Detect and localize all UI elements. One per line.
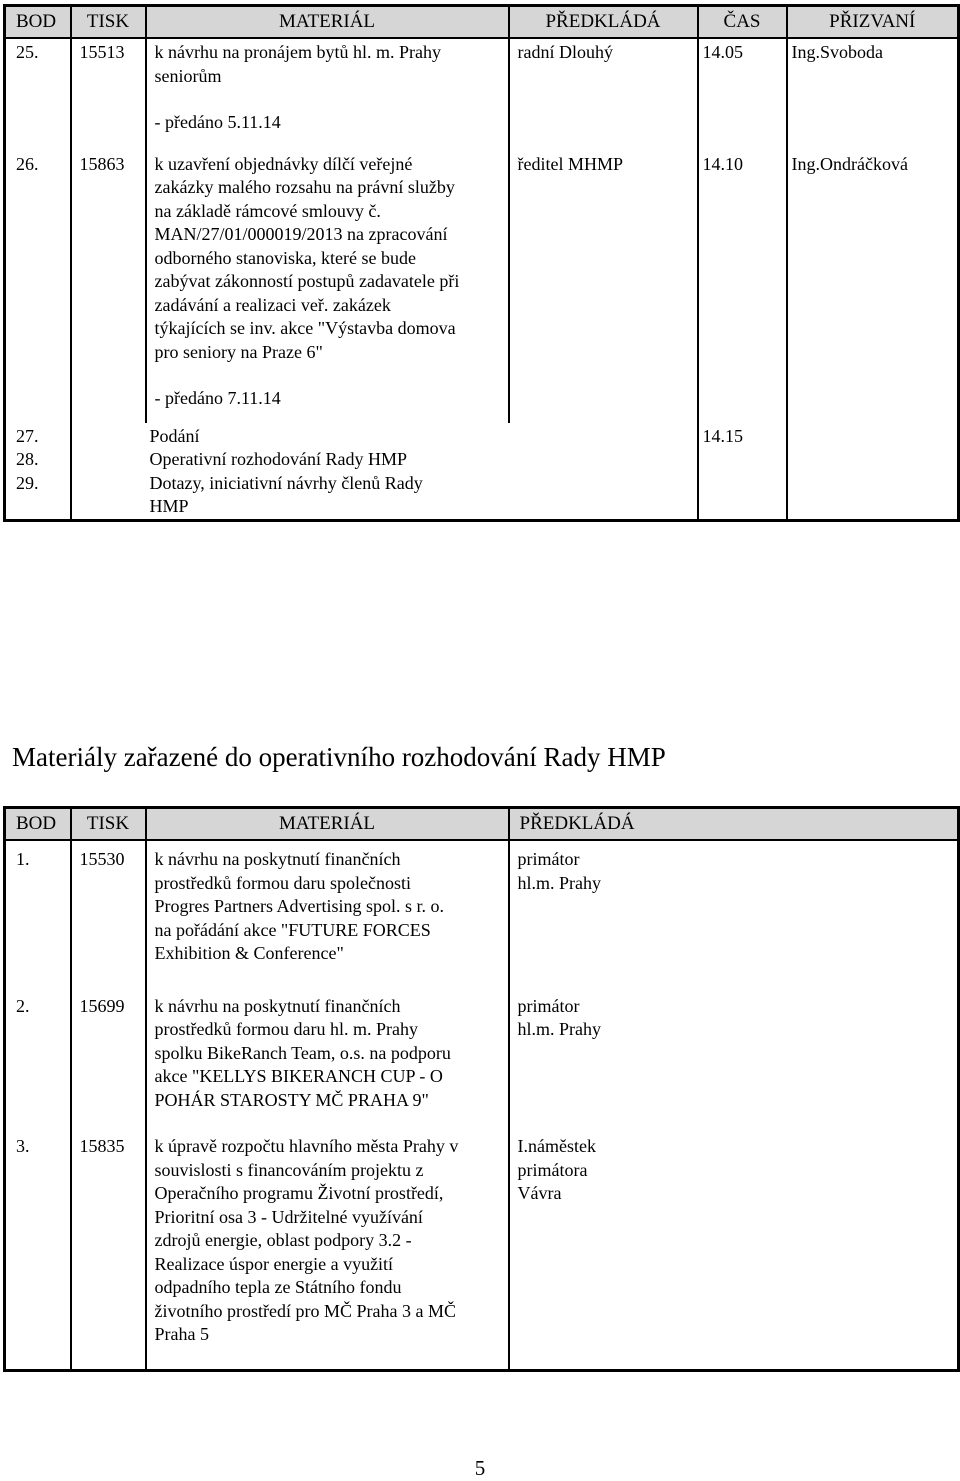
prizvani-value: Ing.Svoboda	[791, 42, 883, 62]
material-line: zakázky malého rozsahu na právní služby	[154, 177, 455, 197]
header-predklada: PŘEDKLÁDÁ	[509, 6, 698, 39]
cell-predklada	[509, 840, 959, 995]
material-line: zdrojů energie, oblast podpory 3.2 -	[154, 1230, 412, 1250]
predklada-line: Vávra	[517, 1183, 562, 1203]
header-tisk: TISK	[71, 808, 146, 841]
material-line: Praha 5	[154, 1324, 209, 1344]
cell-bod	[5, 1135, 71, 1370]
cell-prizvani	[787, 144, 959, 423]
bod-number: 25.	[16, 42, 39, 62]
material-line: akce "KELLYS BIKERANCH CUP - O	[154, 1066, 443, 1086]
cell-bod	[5, 38, 71, 144]
cell-predklada	[509, 38, 698, 144]
cell-tisk	[71, 38, 146, 144]
header-tisk: TISK	[71, 6, 146, 39]
page-number: 5	[474, 1456, 486, 1480]
tisk-number: 15513	[79, 42, 125, 62]
cell-tisk	[71, 840, 146, 995]
cell-bod	[5, 423, 71, 521]
header-material: MATERIÁL	[146, 6, 509, 39]
bod-number: 26.	[16, 153, 39, 174]
header-bod: BOD	[5, 6, 71, 39]
table-row	[5, 144, 959, 423]
header-predklada: PŘEDKLÁDÁ	[509, 808, 959, 841]
item-text: Dotazy, iniciativní návrhy členů Rady	[149, 472, 423, 493]
cell-tisk	[71, 144, 146, 423]
cell-items	[71, 423, 698, 521]
material-line: spolku BikeRanch Team, o.s. na podporu	[154, 1042, 451, 1063]
cell-cas	[698, 144, 787, 423]
material-line: Realizace úspor energie a využití	[154, 1253, 394, 1274]
operative-table	[3, 806, 960, 1372]
material-line: pro seniory na Praze 6"	[154, 341, 323, 362]
material-line: k úpravě rozpočtu hlavního města Prahy v	[154, 1136, 459, 1156]
cell-prizvani	[787, 423, 959, 521]
tisk-number: 15863	[79, 153, 125, 174]
material-line: k návrhu na poskytnutí finančních	[154, 995, 401, 1016]
material-line: odpadního tepla ze Státního fondu	[154, 1277, 402, 1297]
cell-bod	[5, 144, 71, 423]
cell-material	[146, 144, 509, 423]
cell-bod	[5, 840, 71, 995]
material-line: odborného stanoviska, které se bude	[154, 247, 416, 268]
material-line: k návrhu na poskytnutí finančních	[154, 849, 401, 869]
material-line: životního prostředí pro MČ Praha 3 a MČ	[154, 1300, 456, 1321]
cell-cas	[698, 38, 787, 144]
header-prizvani: PŘIZVANÍ	[787, 6, 959, 39]
predano-note: - předáno 5.11.14	[154, 112, 281, 132]
cell-prizvani	[787, 38, 959, 144]
material-line: na pořádání akce "FUTURE FORCES	[154, 919, 431, 940]
predklada-line: hl.m. Prahy	[517, 1019, 601, 1039]
cell-material	[146, 1135, 509, 1370]
bod-number: 1.	[16, 849, 30, 869]
cell-tisk	[71, 995, 146, 1136]
table-row	[5, 1135, 959, 1370]
predano-note: - předáno 7.11.14	[154, 388, 281, 408]
material-line: zadávání a realizaci veř. zakázek	[154, 294, 391, 315]
predklada-line: hl.m. Prahy	[517, 872, 601, 893]
cell-material	[146, 840, 509, 995]
header-row	[5, 6, 959, 39]
material-line: týkajících se inv. akce "Výstavba domova	[154, 318, 456, 338]
predklada-value: radní Dlouhý	[517, 42, 613, 62]
section-title: Materiály zařazené do operativního rozhodování Rady HMP	[12, 742, 666, 772]
predklada-line: primátor	[517, 849, 580, 869]
bod-number: 3.	[16, 1136, 30, 1156]
header-row	[5, 808, 959, 841]
predklada-value: ředitel MHMP	[517, 153, 623, 174]
item-text: HMP	[149, 496, 189, 516]
material-line: Prioritní osa 3 - Udržitelné využívání	[154, 1206, 423, 1227]
table-row	[5, 423, 959, 521]
header-cas: ČAS	[698, 6, 787, 39]
predklada-line: primátora	[517, 1159, 588, 1180]
tisk-number: 15699	[79, 995, 125, 1016]
material-line: k uzavření objednávky dílčí veřejné	[154, 153, 413, 174]
table-row	[5, 840, 959, 995]
item-number: 29.	[16, 472, 39, 493]
cas-value: 14.15	[702, 425, 743, 446]
table-row	[5, 38, 959, 144]
cell-predklada	[509, 144, 698, 423]
item-number: 28.	[16, 449, 39, 469]
material-line: MAN/27/01/000019/2013 na zpracování	[154, 224, 448, 244]
table-row	[5, 995, 959, 1136]
cell-tisk	[71, 1135, 146, 1370]
material-line: souvislosti s financováním projektu z	[154, 1159, 424, 1180]
prizvani-value: Ing.Ondráčková	[791, 153, 908, 174]
material-line: Exhibition & Conference"	[154, 943, 344, 963]
material-line: prostředků formou daru společnosti	[154, 872, 411, 893]
tisk-number: 15835	[79, 1136, 125, 1156]
cell-predklada	[509, 995, 959, 1136]
bod-number: 2.	[16, 995, 30, 1016]
material-line: Progres Partners Advertising spol. s r. o.	[154, 896, 444, 916]
item-number: 27.	[16, 425, 39, 446]
cas-value: 14.10	[702, 153, 743, 174]
header-bod: BOD	[5, 808, 71, 841]
predklada-line: I.náměstek	[517, 1136, 596, 1156]
cell-material	[146, 38, 509, 144]
predklada-line: primátor	[517, 995, 580, 1016]
material-line: zabývat zákonností postupů zadavatele při	[154, 271, 460, 291]
material-line: seniorům	[154, 65, 222, 86]
cell-predklada	[509, 1135, 959, 1370]
cas-value: 14.05	[702, 42, 743, 62]
agenda-table	[3, 4, 960, 522]
header-material: MATERIÁL	[146, 808, 509, 841]
tisk-number: 15530	[79, 849, 125, 869]
material-line: Operačního programu Životní prostředí,	[154, 1183, 444, 1203]
material-line: POHÁR STAROSTY MČ PRAHA 9"	[154, 1089, 429, 1110]
item-text: Podání	[149, 425, 200, 446]
item-text: Operativní rozhodování Rady HMP	[149, 449, 407, 469]
cell-material	[146, 995, 509, 1136]
material-line: prostředků formou daru hl. m. Prahy	[154, 1019, 418, 1039]
material-line: na základě rámcové smlouvy č.	[154, 200, 381, 221]
material-line: k návrhu na pronájem bytů hl. m. Prahy	[154, 42, 441, 62]
cell-cas	[698, 423, 787, 521]
cell-bod	[5, 995, 71, 1136]
